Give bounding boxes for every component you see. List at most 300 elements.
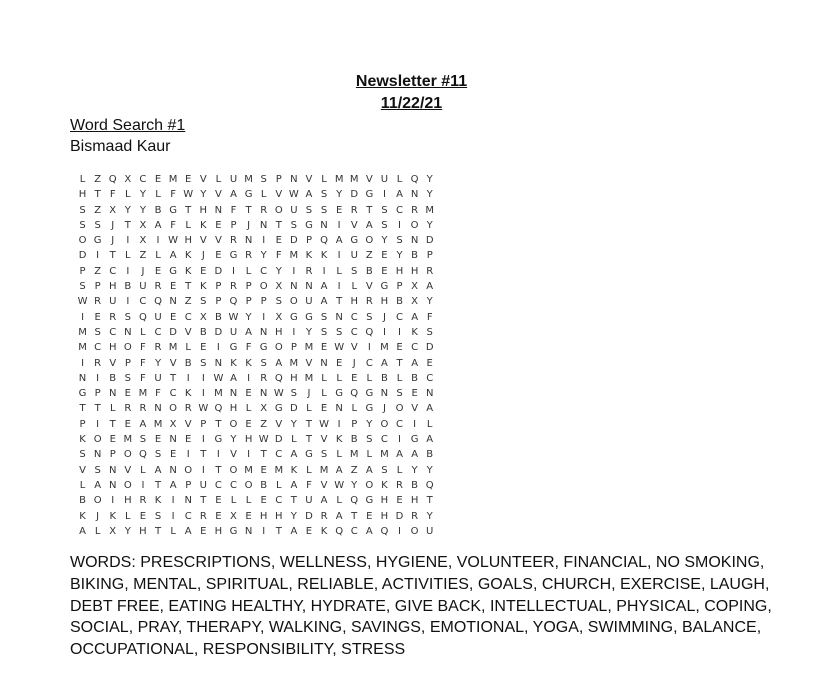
grid-letter: N	[214, 204, 223, 216]
grid-letter: R	[139, 403, 147, 415]
grid-letter: T	[305, 434, 312, 446]
grid-letter: H	[229, 403, 238, 415]
grid-letter: U	[350, 250, 358, 262]
grid-letter: Q	[350, 495, 359, 507]
grid-letter: W	[273, 388, 284, 400]
grid-letter: N	[320, 357, 328, 369]
grid-letter: K	[320, 525, 328, 537]
grid-letter: H	[275, 510, 283, 522]
grid-letter: O	[259, 281, 268, 293]
grid-letter: C	[380, 434, 388, 446]
grid-letter: S	[200, 296, 207, 308]
grid-letter: T	[109, 418, 116, 430]
grid-letter: L	[185, 342, 191, 354]
grid-letter: P	[230, 219, 237, 231]
grid-letter: Q	[108, 174, 117, 185]
grid-letter: V	[214, 189, 222, 201]
grid-letter: C	[350, 326, 358, 338]
grid-row	[75, 461, 437, 476]
grid-letter: A	[426, 403, 434, 415]
grid-letter: E	[260, 464, 267, 476]
grid-letter: C	[229, 479, 237, 491]
grid-letter: O	[123, 479, 132, 491]
grid-letter: K	[305, 250, 313, 262]
grid-letter: B	[380, 372, 388, 384]
grid-letter: I	[96, 372, 100, 384]
grid-letter: O	[274, 342, 283, 354]
grid-letter: N	[259, 326, 268, 338]
grid-letter: H	[214, 525, 223, 537]
grid-letter: P	[290, 342, 297, 354]
grid-letter: W	[334, 479, 345, 491]
grid-letter: X	[260, 403, 268, 415]
author-name: Bismaad Kaur	[70, 138, 171, 155]
grid-letter: C	[350, 525, 358, 537]
grid-letter: X	[139, 235, 147, 247]
grid-letter: P	[124, 357, 131, 369]
grid-letter: U	[426, 525, 434, 537]
grid-letter: F	[109, 189, 116, 201]
grid-letter: U	[229, 174, 238, 185]
grid-letter: A	[320, 495, 328, 507]
grid-letter: A	[230, 189, 237, 201]
grid-row	[75, 216, 437, 231]
grid-row	[75, 246, 437, 261]
grid-letter: Y	[230, 434, 237, 446]
grid-letter: L	[79, 479, 86, 491]
grid-letter: U	[139, 281, 147, 293]
grid-letter: E	[169, 281, 177, 293]
grid-letter: G	[169, 204, 177, 216]
grid-letter: O	[410, 525, 419, 537]
grid-letter: S	[320, 326, 328, 338]
grid-letter: P	[94, 281, 101, 293]
grid-letter: B	[199, 326, 207, 338]
grid-letter: X	[411, 296, 419, 308]
grid-letter: T	[185, 204, 192, 216]
grid-letter: O	[365, 235, 374, 247]
grid-letter: V	[275, 418, 283, 430]
grid-letter: L	[140, 326, 146, 338]
grid-letter: J	[352, 357, 356, 369]
grid-letter: R	[154, 342, 162, 354]
grid-letter: S	[275, 296, 282, 308]
grid-row	[75, 308, 437, 323]
grid-letter: I	[337, 281, 341, 293]
grid-letter: M	[78, 342, 87, 354]
grid-letter: V	[199, 235, 207, 247]
grid-letter: H	[380, 510, 389, 522]
grid-letter: L	[245, 403, 252, 415]
grid-letter: D	[78, 250, 87, 262]
grid-letter: F	[170, 219, 176, 231]
grid-letter: J	[111, 219, 115, 231]
grid-letter: A	[365, 219, 373, 231]
grid-letter: T	[185, 281, 192, 293]
grid-letter: H	[275, 326, 283, 338]
word-search-grid	[75, 170, 437, 537]
grid-letter: I	[81, 311, 85, 323]
grid-letter: D	[169, 326, 177, 338]
grid-letter: C	[109, 326, 117, 338]
grid-letter: S	[124, 311, 131, 323]
grid-letter: G	[78, 388, 87, 400]
grid-letter: Z	[94, 265, 102, 277]
grid-letter: V	[275, 189, 283, 201]
grid-letter: M	[123, 434, 133, 446]
grid-letter: P	[79, 418, 86, 430]
grid-letter: O	[123, 342, 132, 354]
grid-row	[75, 369, 437, 384]
grid-letter: J	[141, 265, 145, 277]
grid-letter: R	[426, 265, 434, 277]
grid-row	[75, 231, 437, 246]
grid-letter: P	[305, 235, 312, 247]
grid-letter: K	[184, 388, 192, 400]
grid-letter: S	[381, 464, 388, 476]
grid-letter: I	[126, 235, 130, 247]
grid-letter: I	[247, 449, 251, 461]
grid-letter: V	[184, 326, 192, 338]
grid-letter: I	[262, 311, 266, 323]
grid-letter: D	[214, 326, 223, 338]
grid-letter: A	[411, 357, 419, 369]
grid-letter: R	[139, 495, 147, 507]
grid-letter: S	[79, 204, 86, 216]
grid-letter: I	[201, 464, 205, 476]
grid-letter: K	[411, 326, 418, 338]
grid-letter: E	[366, 510, 373, 522]
grid-letter: I	[398, 434, 401, 446]
grid-letter: C	[154, 326, 162, 338]
grid-letter: A	[290, 525, 298, 537]
grid-letter: E	[396, 342, 403, 354]
grid-letter: R	[230, 281, 237, 293]
grid-row	[75, 415, 437, 430]
grid-letter: A	[365, 525, 373, 537]
grid-letter: S	[79, 281, 86, 293]
grid-row	[75, 185, 437, 200]
grid-letter: R	[396, 479, 403, 491]
grid-letter: H	[108, 281, 117, 293]
grid-letter: C	[396, 204, 403, 216]
grid-letter: N	[154, 403, 162, 415]
grid-letter: J	[111, 235, 115, 247]
grid-letter: V	[365, 174, 373, 185]
grid-letter: V	[350, 342, 358, 354]
grid-letter: O	[274, 204, 283, 216]
grid-letter: F	[230, 204, 237, 216]
grid-letter: R	[94, 357, 102, 369]
grid-letter: N	[244, 525, 253, 537]
grid-letter: E	[260, 495, 267, 507]
grid-letter: N	[335, 403, 343, 415]
grid-letter: G	[350, 235, 359, 247]
grid-letter: T	[351, 510, 358, 522]
grid-letter: P	[260, 296, 267, 308]
grid-letter: R	[260, 372, 268, 384]
grid-letter: E	[139, 510, 147, 522]
grid-letter: E	[154, 265, 162, 277]
grid-letter: V	[184, 418, 192, 430]
grid-letter: C	[214, 479, 222, 491]
grid-letter: H	[108, 342, 117, 354]
grid-letter: B	[426, 449, 434, 461]
grid-letter: Y	[426, 174, 433, 185]
grid-letter: C	[139, 296, 147, 308]
grid-letter: U	[154, 372, 162, 384]
grid-letter: L	[109, 403, 116, 415]
grid-letter: A	[290, 479, 298, 491]
grid-letter: Z	[365, 250, 373, 262]
grid-letter: C	[411, 342, 419, 354]
grid-letter: N	[425, 388, 434, 400]
grid-letter: U	[229, 326, 238, 338]
grid-letter: U	[380, 174, 389, 185]
grid-letter: C	[275, 449, 283, 461]
grid-letter: G	[214, 434, 223, 446]
grid-letter: N	[410, 235, 419, 247]
grid-letter: W	[198, 403, 209, 415]
grid-letter: C	[139, 174, 147, 185]
grid-letter: L	[79, 174, 86, 185]
grid-letter: Y	[396, 250, 403, 262]
grid-letter: S	[124, 372, 131, 384]
grid-letter: L	[170, 525, 176, 537]
grid-letter: L	[306, 464, 312, 476]
grid-letter: H	[78, 189, 87, 201]
grid-letter: L	[275, 479, 282, 491]
grid-letter: B	[184, 357, 192, 369]
grid-letter: G	[365, 388, 374, 400]
grid-letter: M	[289, 250, 299, 262]
grid-letter: R	[184, 403, 192, 415]
grid-letter: F	[140, 372, 146, 384]
grid-letter: O	[78, 235, 87, 247]
grid-letter: T	[154, 525, 162, 537]
grid-letter: L	[396, 464, 403, 476]
grid-row	[75, 277, 437, 292]
grid-row	[75, 323, 437, 338]
grid-row	[75, 170, 437, 185]
grid-letter: M	[244, 464, 253, 476]
grid-letter: P	[245, 296, 252, 308]
grid-letter: O	[123, 449, 132, 461]
grid-letter: A	[169, 250, 177, 262]
grid-letter: K	[184, 265, 192, 277]
grid-letter: B	[79, 495, 86, 507]
grid-letter: V	[199, 174, 207, 185]
grid-letter: G	[305, 449, 313, 461]
grid-letter: R	[260, 204, 268, 216]
grid-letter: T	[396, 357, 403, 369]
grid-letter: U	[305, 296, 313, 308]
grid-letter: T	[79, 403, 86, 415]
grid-letter: H	[380, 296, 389, 308]
grid-letter: E	[351, 372, 358, 384]
grid-letter: E	[381, 265, 388, 277]
grid-letter: I	[186, 449, 190, 461]
grid-letter: G	[259, 342, 268, 354]
grid-letter: G	[289, 311, 298, 323]
grid-letter: I	[141, 479, 145, 491]
newsletter-title: Newsletter #11	[355, 73, 468, 90]
grid-letter: B	[396, 296, 403, 308]
grid-letter: Q	[138, 311, 147, 323]
grid-letter: L	[321, 174, 327, 185]
grid-letter: M	[214, 388, 223, 400]
newsletter-date: 11/22/21	[380, 95, 443, 112]
grid-letter: I	[262, 525, 266, 537]
grid-letter: K	[290, 464, 298, 476]
grid-letter: U	[199, 479, 207, 491]
grid-letter: E	[245, 418, 252, 430]
grid-letter: A	[290, 449, 298, 461]
grid-letter: S	[396, 388, 403, 400]
grid-letter: A	[154, 464, 162, 476]
grid-letter: S	[366, 311, 373, 323]
grid-letter: L	[245, 495, 252, 507]
grid-letter: D	[425, 342, 434, 354]
grid-letter: W	[213, 372, 224, 384]
grid-letter: N	[290, 281, 298, 293]
grid-letter: A	[139, 418, 147, 430]
grid-letter: E	[169, 449, 177, 461]
grid-letter: Q	[380, 525, 389, 537]
grid-letter: Z	[260, 418, 268, 430]
grid-letter: V	[365, 281, 373, 293]
grid-letter: K	[184, 250, 192, 262]
grid-letter: I	[247, 372, 251, 384]
grid-letter: Q	[154, 296, 162, 308]
grid-letter: N	[305, 281, 313, 293]
grid-letter: Q	[229, 296, 238, 308]
grid-letter: Q	[425, 479, 434, 491]
grid-letter: T	[275, 525, 282, 537]
grid-row	[75, 445, 437, 460]
grid-letter: E	[335, 204, 343, 216]
grid-letter: P	[245, 281, 252, 293]
grid-letter: B	[365, 265, 373, 277]
grid-letter: N	[410, 189, 419, 201]
grid-letter: V	[230, 449, 237, 461]
grid-letter: X	[230, 510, 237, 522]
grid-letter: X	[169, 418, 177, 430]
grid-letter: G	[380, 281, 389, 293]
grid-letter: N	[184, 495, 192, 507]
grid-letter: O	[169, 403, 178, 415]
grid-letter: G	[93, 235, 102, 247]
grid-letter: Z	[94, 204, 102, 216]
grid-letter: I	[201, 372, 205, 384]
grid-letter: G	[305, 219, 313, 231]
grid-letter: Y	[336, 189, 343, 201]
grid-letter: I	[382, 326, 386, 338]
grid-letter: W	[168, 235, 179, 247]
grid-letter: D	[290, 403, 298, 415]
grid-letter: N	[229, 388, 238, 400]
grid-letter: E	[215, 495, 222, 507]
grid-letter: F	[140, 342, 146, 354]
grid-letter: C	[365, 357, 373, 369]
grid-letter: M	[425, 204, 435, 216]
grid-letter: R	[320, 510, 328, 522]
grid-letter: Q	[350, 388, 359, 400]
grid-letter: O	[229, 464, 238, 476]
grid-letter: N	[259, 219, 268, 231]
grid-letter: O	[244, 479, 253, 491]
grid-row	[75, 491, 437, 506]
grid-letter: R	[411, 204, 419, 216]
grid-letter: L	[336, 372, 342, 384]
grid-letter: O	[289, 296, 298, 308]
grid-letter: Y	[305, 326, 312, 338]
grid-letter: Y	[426, 464, 433, 476]
grid-letter: F	[306, 479, 312, 491]
grid-letter: A	[320, 296, 328, 308]
grid-letter: S	[154, 510, 162, 522]
grid-letter: O	[229, 418, 238, 430]
grid-letter: Z	[184, 296, 192, 308]
grid-letter: T	[290, 495, 297, 507]
grid-letter: N	[169, 464, 177, 476]
grid-letter: M	[244, 174, 253, 185]
grid-letter: P	[79, 265, 86, 277]
grid-letter: I	[292, 326, 296, 338]
grid-letter: I	[81, 357, 85, 369]
grid-letter: D	[425, 235, 434, 247]
grid-letter: O	[93, 434, 102, 446]
grid-letter: E	[245, 388, 252, 400]
grid-letter: X	[109, 525, 117, 537]
grid-letter: E	[305, 525, 313, 537]
word-list: WORDS: PRESCRIPTIONS, WELLNESS, HYGIENE, VOLUNTEER, FINANCIAL, NO SMOKING, BIKING, MENTAL, SPIRITUAL, RELIABLE, ACTIVITIES, GOALS, CHURCH, EXERCISE, LAUGH, DEBT FREE, EATING HEALTHY, HYDRATE, GIVE BACK, INTELLECTUAL, PHYSICAL, COPING, SOCIAL, PRAY, THERAPY, WALKING, SAVINGS, EMOTIONAL, YOGA, SWIMMING, BALANCE, OCCUPATIONAL, RESPONSIBILITY, STRESS	[70, 554, 772, 659]
grid-letter: L	[336, 265, 342, 277]
grid-row	[75, 507, 437, 522]
grid-letter: L	[321, 372, 327, 384]
grid-letter: S	[351, 265, 358, 277]
grid-letter: L	[351, 403, 358, 415]
grid-letter: Y	[245, 311, 252, 323]
grid-letter: Y	[200, 189, 207, 201]
grid-letter: S	[320, 189, 328, 201]
grid-letter: M	[153, 418, 163, 430]
grid-letter: W	[258, 434, 269, 446]
grid-letter: I	[337, 250, 341, 262]
grid-letter: A	[154, 219, 162, 231]
grid-letter: P	[109, 449, 116, 461]
grid-letter: S	[305, 204, 313, 216]
grid-letter: E	[200, 525, 207, 537]
grid-letter: E	[169, 311, 177, 323]
grid-letter: X	[109, 204, 117, 216]
grid-letter: E	[426, 357, 433, 369]
grid-letter: R	[245, 250, 253, 262]
grid-letter: J	[307, 388, 311, 400]
grid-letter: Y	[411, 464, 418, 476]
grid-letter: S	[335, 326, 343, 338]
grid-letter: D	[350, 189, 359, 201]
grid-letter: Y	[124, 525, 131, 537]
grid-letter: W	[183, 189, 194, 201]
grid-letter: S	[381, 204, 388, 216]
grid-letter: J	[96, 510, 100, 522]
grid-letter: R	[365, 296, 373, 308]
grid-letter: V	[350, 219, 358, 231]
grid-letter: L	[230, 495, 237, 507]
grid-letter: T	[124, 219, 131, 231]
grid-letter: M	[168, 342, 178, 354]
